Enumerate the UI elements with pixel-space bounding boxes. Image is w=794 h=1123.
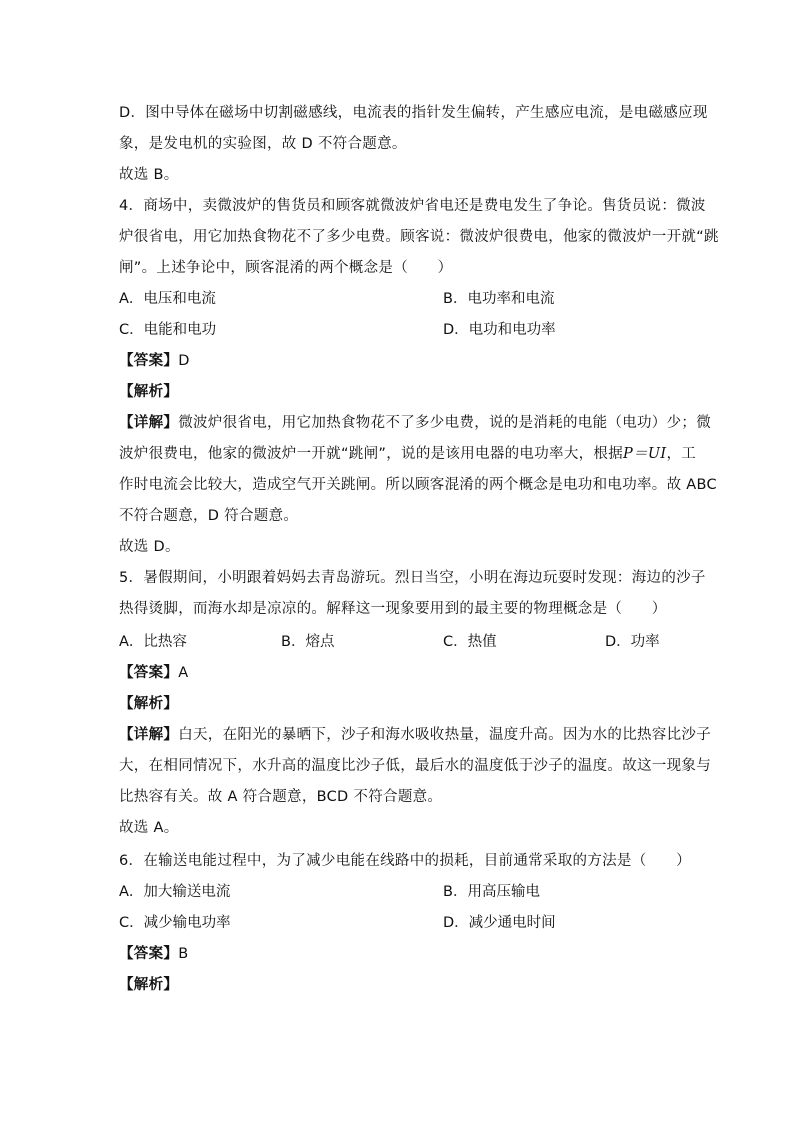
q4-answer [119,351,190,371]
q4-option-c: C．电能和电功 [119,322,217,338]
q4-detail-text-2: 波炉很费电，他家的微波炉一开就“跳闸”，说的是该用电器的电功率大，根据 [119,446,624,462]
detail-tag: 【详解】 [119,415,179,431]
q4-stem-line-1: 4．商场中，卖微波炉的售货员和顾客就微波炉省电还是费电发生了争论。售货员说：微波 [119,198,706,214]
q4-answer-value: D [178,353,190,369]
q5-option-d: D．功率 [605,634,660,650]
q5-stem-line-2: 热得烫脚，而海水却是凉凉的。解释这一现象要用到的最主要的物理概念是（ ） [119,601,667,617]
answer-tag: 【答案】 [119,353,179,369]
q4-detail-text-1: 微波炉很省电，用它加热食物花不了多少电费，说的是消耗的电能（电功）少；微 [178,415,711,431]
q5-option-c: C．热值 [443,634,497,650]
q4-option-a: A．电压和电流 [119,291,216,307]
q6-option-a: A．加大输送电流 [119,884,231,900]
q5-analysis-tag [119,694,178,714]
q5-detail-line-2: 大，在相同情况下，水升高的温度比沙子低，最后水的温度低于沙子的温度。故这一现象与 [119,758,711,774]
q4-detail-line-4: 不符合题意，D 符合题意。 [119,508,299,524]
q4-stem-line-3: 闸”。上述争论中，顾客混淆的两个概念是（ ） [119,260,453,276]
analysis-tag: 【解析】 [119,696,179,712]
q4-option-d: D．电功和电功率 [443,322,556,338]
q6-answer [119,944,188,964]
q5-option-a: A．比热容 [119,634,187,650]
analysis-tag: 【解析】 [119,977,179,993]
q4-final-answer: 故选 D。 [119,539,180,555]
q5-final-answer: 故选 A。 [119,820,179,836]
q5-stem-line-1: 5．暑假期间，小明跟着妈妈去青岛游玩。烈日当空，小明在海边玩耍时发现：海边的沙子 [119,570,706,586]
answer-tag: 【答案】 [119,946,179,962]
q5-detail-line-1 [119,725,711,745]
q5-option-b: B．熔点 [281,634,335,650]
answer-tag: 【答案】 [119,665,179,681]
q5-answer-value: A [178,665,189,681]
q4-detail-text-2-tail: ，工 [666,446,697,462]
q6-option-b: B．用高压输电 [443,884,540,900]
d-explanation-line-2: 象，是发电机的实验图，故 D 不符合题意。 [119,136,407,152]
q4-detail-line-3: 作时电流会比较大，造成空气开关跳闸。所以顾客混淆的两个概念是电功和电功率。故 ABC [119,477,717,493]
q6-option-c: C．减少输电功率 [119,915,231,931]
analysis-tag: 【解析】 [119,384,179,400]
q6-option-d: D．减少通电时间 [443,915,556,931]
q6-answer-value: B [178,946,189,962]
q6-analysis-tag [119,975,178,995]
q4-stem-line-2: 炉很省电，用它加热食物花不了多少电费。顾客说：微波炉很费电，他家的微波炉一开就“跳 [119,229,719,245]
d-explanation-line-1: D．图中导体在磁场中切割磁感线，电流表的指针发生偏转，产生感应电流，是电磁感应现 [119,105,708,121]
q5-detail-text-1: 白天，在阳光的暴晒下，沙子和海水吸收热量，温度升高。因为水的比热容比沙子 [178,727,711,743]
q4-detail-line-2 [119,444,696,464]
q4-detail-line-1 [119,413,711,433]
q6-stem: 6．在输送电能过程中，为了减少电能在线路中的损耗，目前通常采取的方法是（ ） [119,853,691,869]
q5-answer [119,663,188,683]
q4-analysis-tag [119,382,178,402]
q4-option-b: B．电功率和电流 [443,291,555,307]
q3-final-answer: 故选 B。 [119,167,179,183]
detail-tag: 【详解】 [119,727,179,743]
q5-detail-line-3: 比热容有关。故 A 符合题意，BCD 不符合题意。 [119,789,443,805]
power-formula: P＝UI [623,446,667,462]
